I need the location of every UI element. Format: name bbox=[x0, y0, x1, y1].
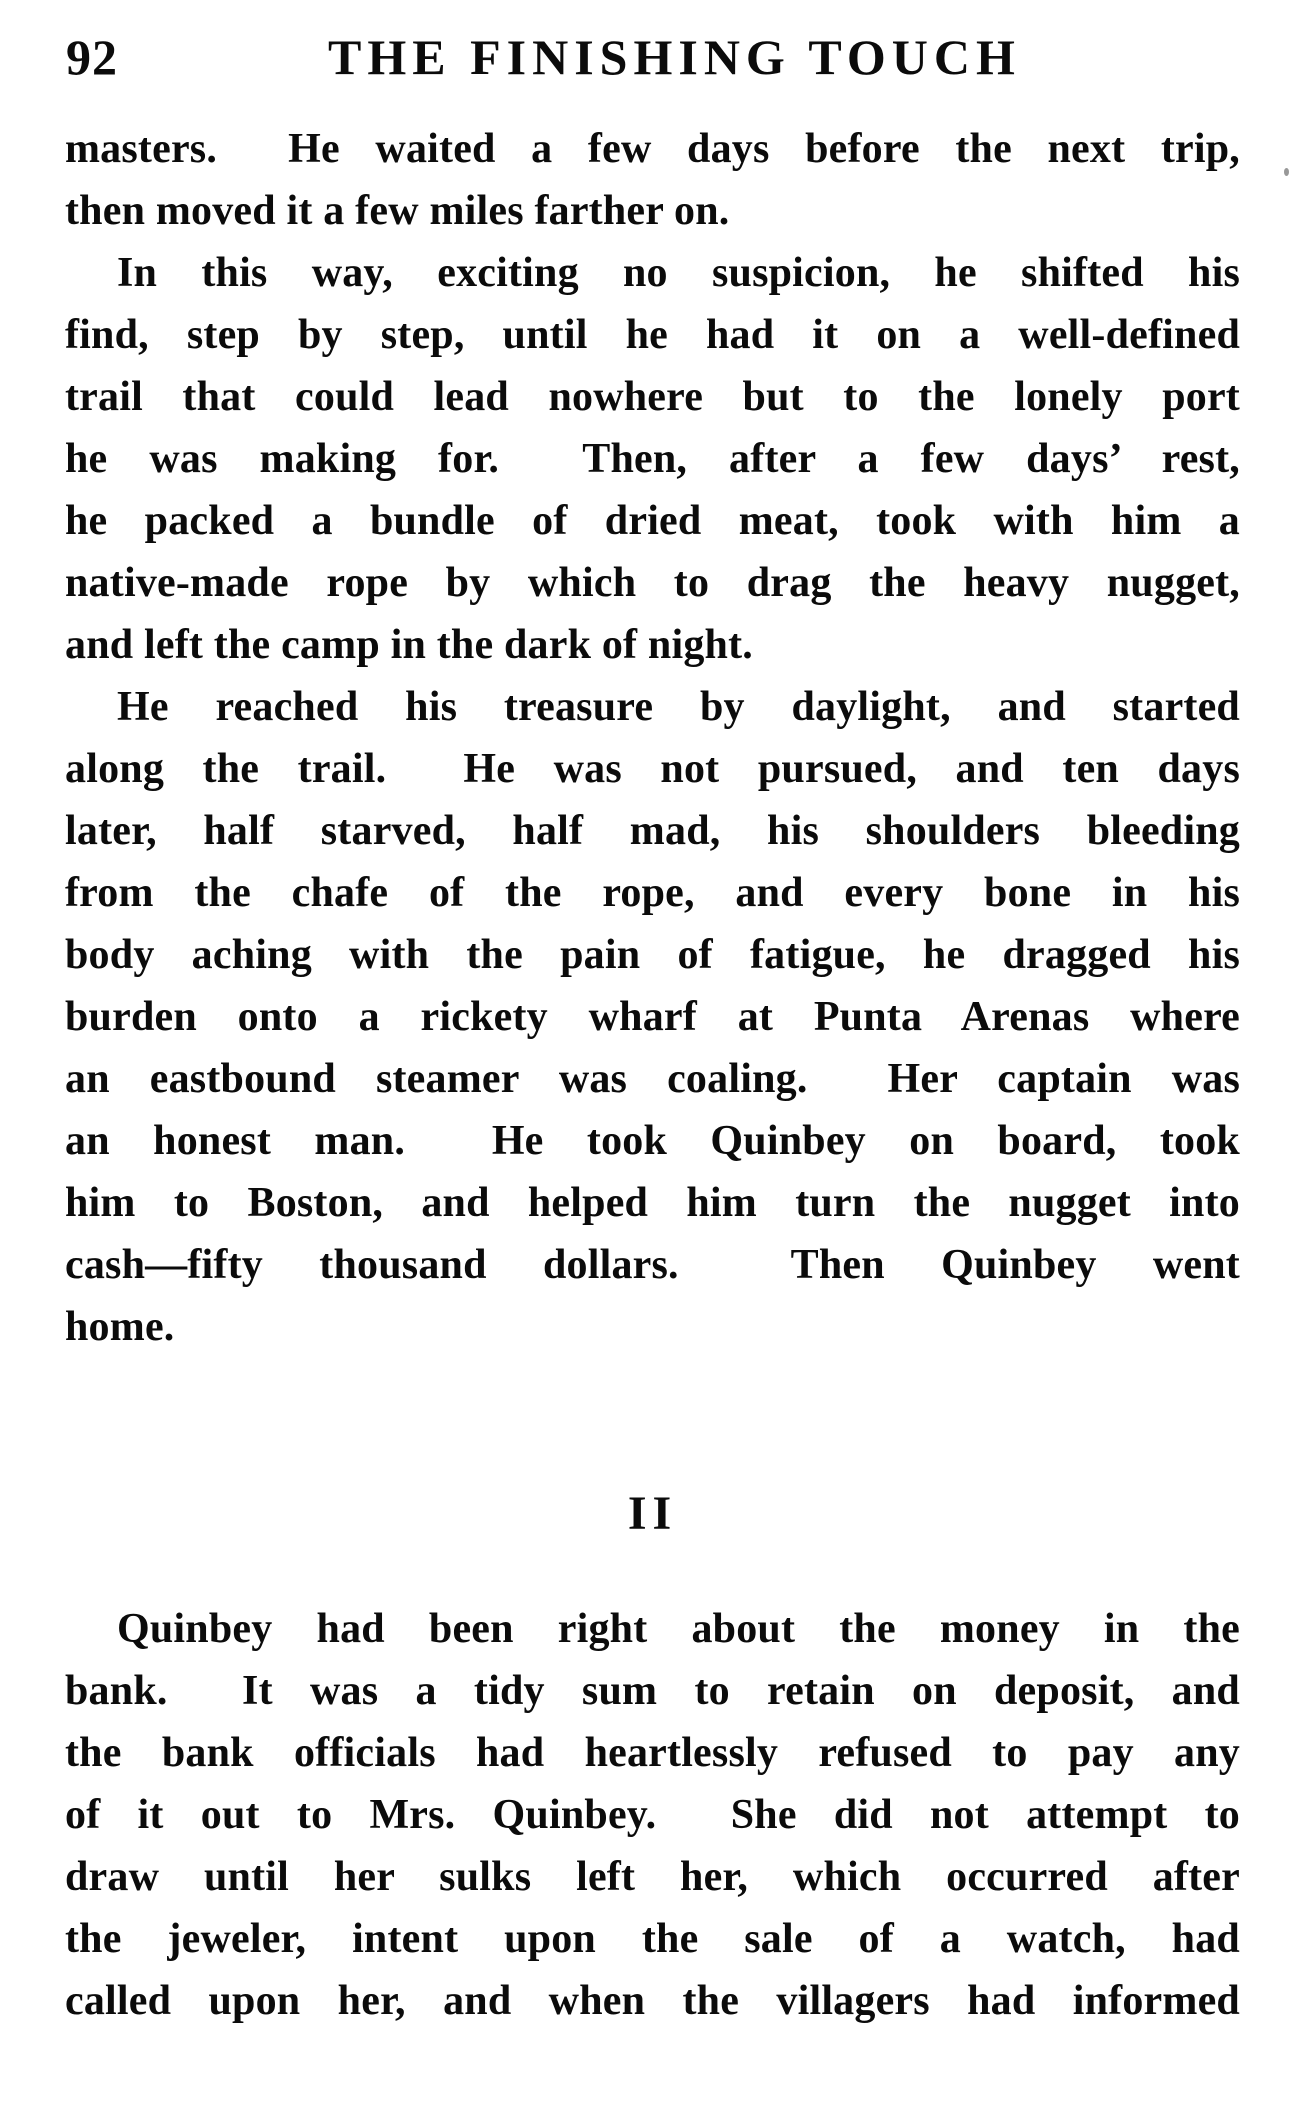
text-line: of it out to Mrs. Quinbey. She did not attempt to bbox=[65, 1792, 1240, 1838]
text-line: home. bbox=[65, 1304, 175, 1350]
text-line: an honest man. He took Quinbey on board, took bbox=[65, 1118, 1240, 1164]
paragraph bbox=[65, 118, 1240, 242]
body-part-1 bbox=[65, 118, 1240, 1358]
text-line: burden onto a rickety wharf at Punta Arenas where bbox=[65, 994, 1240, 1040]
body-part-2 bbox=[65, 1598, 1240, 2032]
text-line: from the chafe of the rope, and every bone in his bbox=[65, 870, 1240, 916]
text-line: In this way, exciting no suspicion, he shifted his bbox=[117, 250, 1240, 296]
text-line: called upon her, and when the villagers had informed bbox=[65, 1978, 1240, 2024]
paragraph bbox=[65, 1598, 1240, 2032]
page-body bbox=[65, 118, 1240, 2032]
text-line: native-made rope by which to drag the heavy nugget, bbox=[65, 560, 1240, 606]
paragraph bbox=[65, 676, 1240, 1358]
text-line: the jeweler, intent upon the sale of a watch, had bbox=[65, 1916, 1240, 1962]
page-number: 92 bbox=[66, 29, 118, 85]
text-line: Quinbey had been right about the money in the bbox=[117, 1606, 1240, 1652]
paragraph bbox=[65, 242, 1240, 676]
text-line: he was making for. Then, after a few days’ rest, bbox=[65, 436, 1240, 482]
text-line: draw until her sulks left her, which occurred after bbox=[65, 1854, 1240, 1900]
running-head bbox=[0, 0, 1300, 93]
text-line: and left the camp in the dark of night. bbox=[65, 622, 754, 668]
text-line: he packed a bundle of dried meat, took with him a bbox=[65, 498, 1240, 544]
text-line: find, step by step, until he had it on a well-defined bbox=[65, 312, 1240, 358]
text-line: bank. It was a tidy sum to retain on deposit, and bbox=[65, 1668, 1240, 1714]
text-line: along the trail. He was not pursued, and ten days bbox=[65, 746, 1240, 792]
text-line: He reached his treasure by daylight, and started bbox=[117, 684, 1240, 730]
scan-artifact bbox=[1284, 168, 1289, 176]
text-line: cash—fifty thousand dollars. Then Quinbey went bbox=[65, 1242, 1240, 1288]
text-line: then moved it a few miles farther on. bbox=[65, 188, 730, 234]
running-title: THE FINISHING TOUCH bbox=[328, 29, 1021, 85]
text-line: body aching with the pain of fatigue, he dragged his bbox=[65, 932, 1240, 978]
text-line: the bank officials had heartlessly refused to pay any bbox=[65, 1730, 1240, 1776]
text-line: an eastbound steamer was coaling. Her captain was bbox=[65, 1056, 1240, 1102]
section-heading: II bbox=[627, 1487, 678, 1540]
text-line: masters. He waited a few days before the next trip, bbox=[65, 126, 1240, 172]
text-line: later, half starved, half mad, his shoulders bleeding bbox=[65, 808, 1240, 854]
text-line: trail that could lead nowhere but to the lonely port bbox=[65, 374, 1240, 420]
text-line: him to Boston, and helped him turn the nugget into bbox=[65, 1180, 1240, 1226]
